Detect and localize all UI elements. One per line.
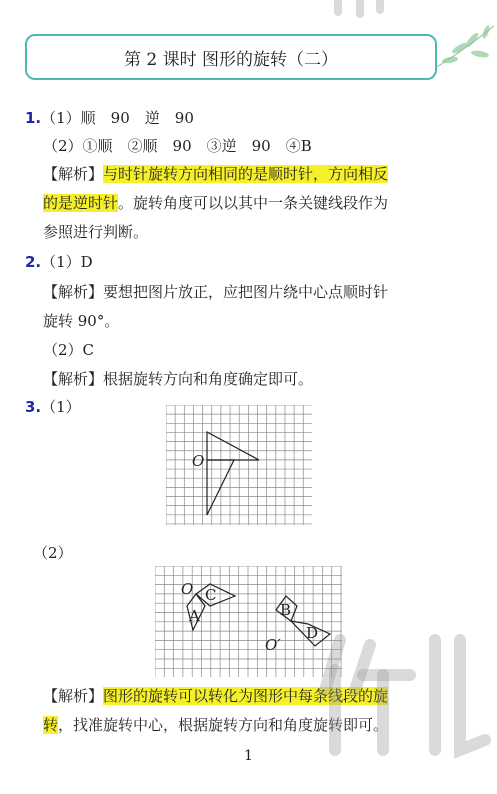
q1-answer-1: （1）顺 90 逆 90 xyxy=(41,109,194,127)
q2-answer-line1 xyxy=(25,252,93,272)
rotation-center-label: O xyxy=(192,452,205,470)
q2-analysis1-line1 xyxy=(43,282,388,302)
analysis-text: 要想把图片放正，应把图片绕中心点顺时针 xyxy=(103,283,389,301)
label-A: A xyxy=(189,607,200,625)
label-C: C xyxy=(205,586,217,604)
analysis-text: 旋转 90°。 xyxy=(43,312,120,330)
analysis-text: 。旋转角度可以以其中一条关键线段作为 xyxy=(118,194,389,212)
label-D: D xyxy=(306,624,319,642)
q2-answer-2: （2）C xyxy=(43,341,95,359)
q1-answer-line1 xyxy=(25,108,194,128)
page-number: 1 xyxy=(244,748,253,764)
lesson-title-text: 第 2 课时 图形的旋转（二） xyxy=(123,49,339,70)
leaf-decoration-icon xyxy=(430,18,497,78)
analysis-text: 参照进行判断。 xyxy=(43,223,149,241)
highlighted-text: 图形的旋转可以转化为图形中每条线段的旋 xyxy=(103,687,389,705)
analysis-text: 根据旋转方向和角度确定即可。 xyxy=(103,370,314,388)
rotation-grid-figure-1 xyxy=(166,405,313,526)
label-B: B xyxy=(280,601,292,619)
q1-answer-line2 xyxy=(43,136,312,156)
original-triangle xyxy=(207,432,259,460)
highlighted-text: 与时针旋转方向相同的是顺时针，方向相反 xyxy=(103,165,389,183)
highlighted-text: 的是逆时针 xyxy=(43,194,119,212)
q2-analysis1-line2 xyxy=(43,311,119,331)
label-O-prime: O′ xyxy=(265,636,281,654)
q1-number: 1. xyxy=(25,109,42,127)
q2-answer-1: （1）D xyxy=(41,253,93,271)
analysis-tag: 【解析】 xyxy=(43,283,104,301)
q2-analysis2-line xyxy=(43,369,313,389)
q1-analysis-line1 xyxy=(43,164,388,184)
q1-analysis-line2 xyxy=(43,193,388,213)
lesson-title xyxy=(25,34,437,80)
q3-part1-line xyxy=(25,397,81,417)
q3-part2-label: （2） xyxy=(33,544,73,562)
q1-answer-2: （2）①顺 ②顺 90 ③逆 90 ④B xyxy=(43,137,312,155)
q3-number: 3. xyxy=(25,398,42,416)
q2-answer-line2 xyxy=(43,340,94,360)
analysis-tag: 【解析】 xyxy=(43,687,104,705)
analysis-tag: 【解析】 xyxy=(43,370,104,388)
q3-part1-label: （1） xyxy=(41,398,81,416)
watermark-decoration-top xyxy=(330,0,390,18)
q3-part2-line xyxy=(33,543,73,563)
q1-analysis-line3 xyxy=(43,222,148,242)
label-O: O xyxy=(181,580,194,598)
analysis-tag: 【解析】 xyxy=(43,165,104,183)
highlighted-text: 转 xyxy=(43,716,59,734)
analysis-text: ，找准旋转中心，根据旋转方向和角度旋转即可。 xyxy=(58,716,389,734)
q2-number: 2. xyxy=(25,253,42,271)
